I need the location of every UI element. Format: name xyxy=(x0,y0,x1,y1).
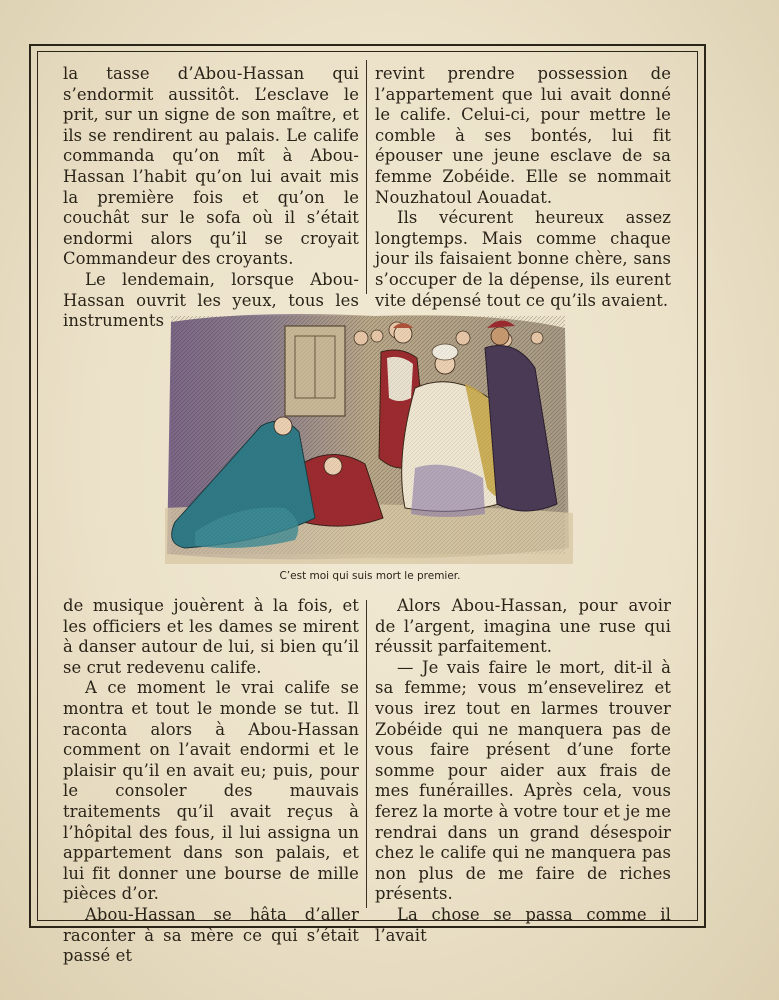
paragraph: la tasse d’Abou-Hassan qui s’endormit aussitôt. L’esclave le prit, sur un signe de son maître, et ils se rendirent au palais. Le calife commanda qu’on mît à Abou-Hassan l’habit qu’on lui avait mis la première fois et qu’on le couchât sur le sofa où il s’était endormi alors qu’il se croyait Commandeur des croyants. xyxy=(63,64,359,269)
paragraph: Abou-Hassan se hâta d’aller raconter à sa mère ce qui s’était passé et xyxy=(63,904,359,966)
column-divider-top xyxy=(366,60,367,294)
column-divider-bottom xyxy=(366,600,367,908)
paragraph: A ce moment le vrai calife se montra et tout le monde se tut. Il raconta alors à Abou-Hassan comment on l’avait endormi et le plaisir qu’il en avait eu; puis, pour le consoler des mauvais traitements qu’il avait reçus à l’hôpital des fous, il lui assigna un appartement dans son palais, et lui fit donner une bourse de mille pièces d’or. xyxy=(63,678,359,904)
illustration-caption: C’est moi qui suis mort le premier. xyxy=(279,570,461,582)
text-column-top-left xyxy=(63,64,359,332)
engraving-illustration xyxy=(165,308,573,564)
paragraph: revint prendre possession de l’appartement que lui avait donné le calife. Celui-ci, pour mettre le comble à ses bontés, lui fit épouser une jeune esclave de sa femme Zobéide. Elle se nommait Nouzhatoul Aouadat. xyxy=(375,64,671,207)
paragraph: Alors Abou-Hassan, pour avoir de l’argent, imagina une ruse qui réussit parfaitement. xyxy=(375,596,671,657)
paragraph: Le lendemain, lorsque Abou-Hassan ouvrit les yeux, tous les instruments xyxy=(63,269,359,331)
text-column-top-right xyxy=(375,64,671,311)
paragraph: de musique jouèrent à la fois, et les officiers et les dames se mirent à danser autour de lui, si bien qu’il se crut redevenu calife. xyxy=(63,596,359,677)
paragraph: La chose se passa comme il l’avait xyxy=(375,904,671,945)
paragraph: — Je vais faire le mort, dit-il à sa femme; vous m’ensevelirez et vous irez tout en larmes trouver Zobéide qui ne manquera pas de vous faire présent d’une forte somme pour aider aux frais de mes funérailles. Après cela, vous ferez la morte à votre tour et je me rendrai dans un grand désespoir chez le calife qui ne manquera pas non plus de me faire de riches présents. xyxy=(375,657,671,904)
text-column-bottom-right xyxy=(375,596,671,946)
paragraph: Ils vécurent heureux assez longtemps. Mais comme chaque jour ils faisaient bonne chère, sans s’occuper de la dépense, ils eurent vite dépensé tout ce qu’ils avaient. xyxy=(375,208,671,310)
text-column-bottom-left xyxy=(63,596,359,967)
